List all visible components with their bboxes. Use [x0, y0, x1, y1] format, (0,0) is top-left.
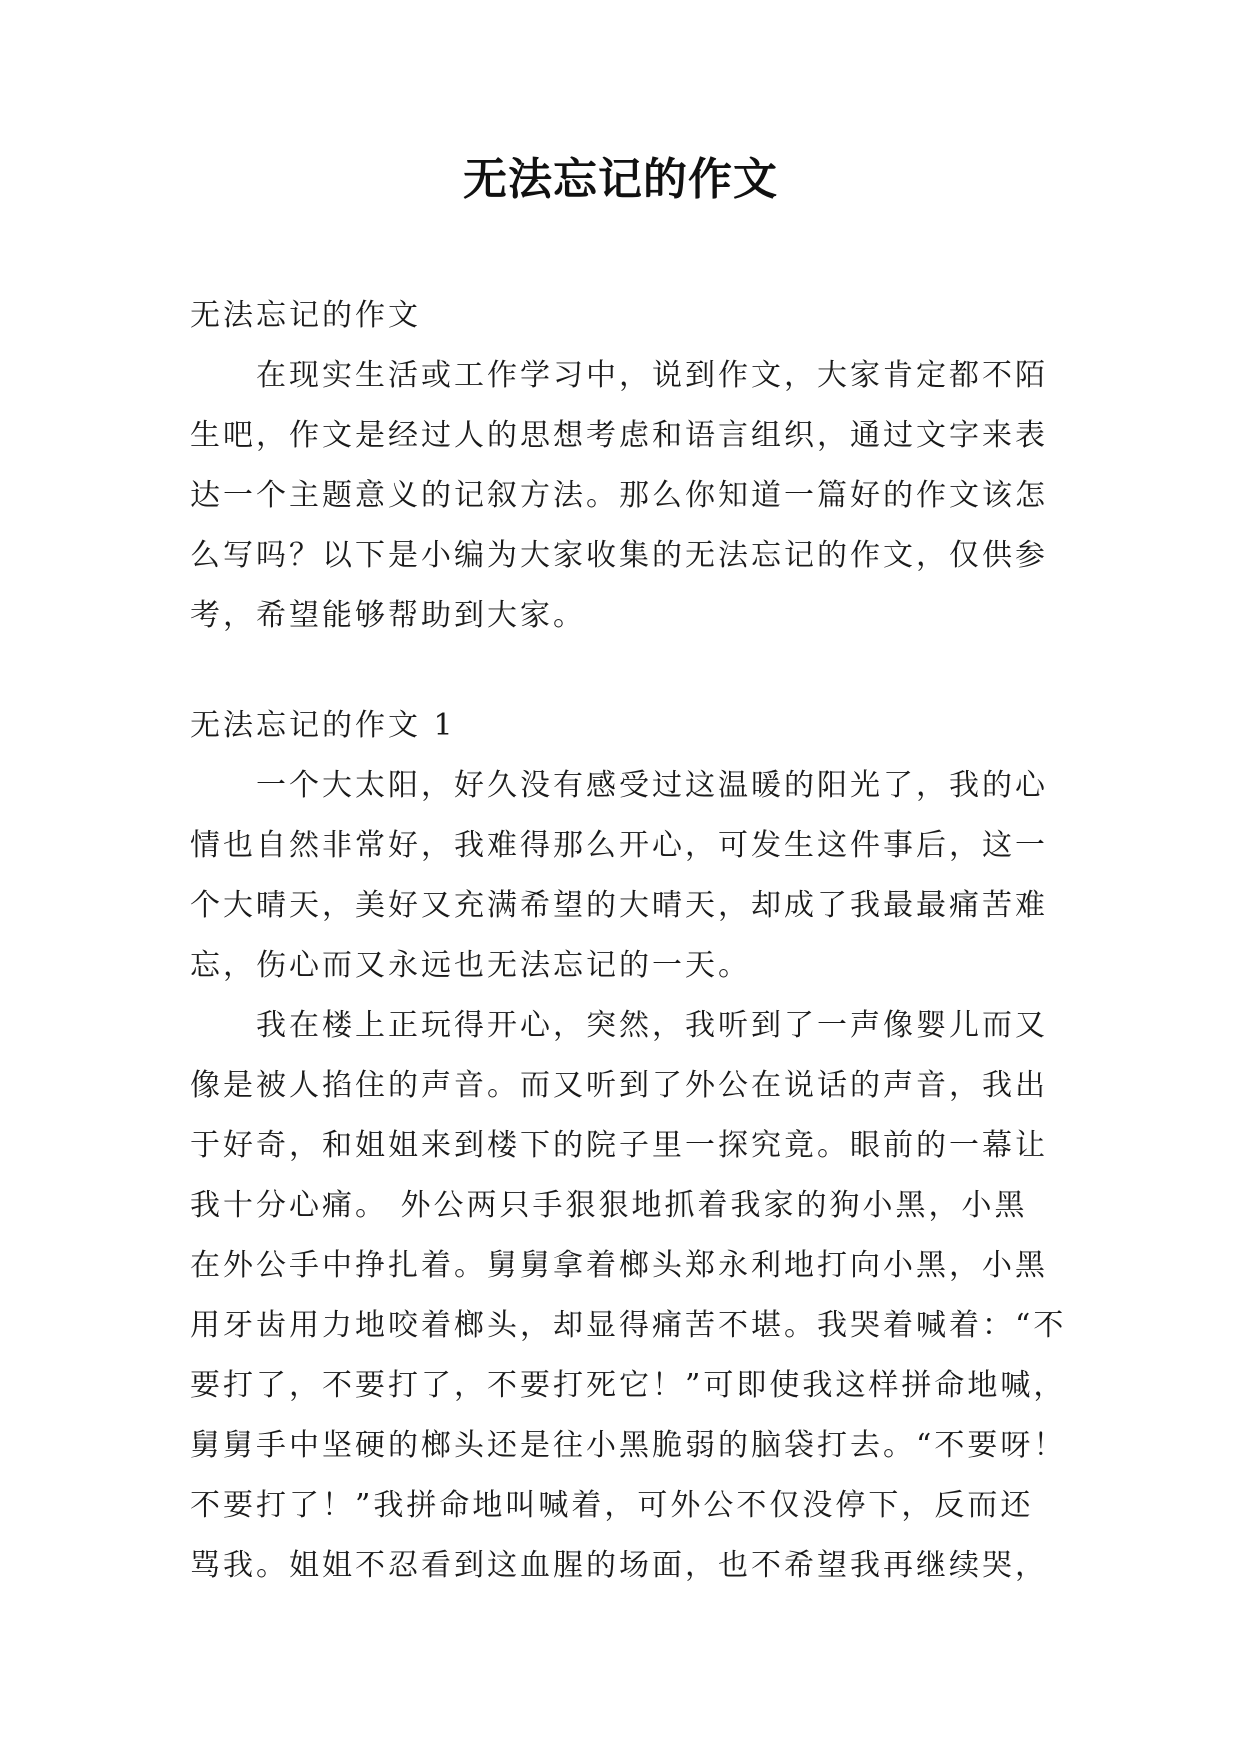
paragraph-line: 用牙齿用力地咬着榔头，却显得痛苦不堪。我哭着喊着：“不	[190, 1308, 1067, 1343]
paragraph-line: 骂我。姐姐不忍看到这血腥的场面，也不希望我再继续哭，	[190, 1548, 1048, 1583]
document-title: 无法忘记的作文	[463, 154, 778, 205]
paragraph-line: 个大晴天，美好又充满希望的大晴天，却成了我最最痛苦难	[190, 888, 1048, 923]
section-gap	[190, 646, 1070, 696]
document-body	[190, 286, 1070, 1596]
paragraph-line: 一个大太阳，好久没有感受过这温暖的阳光了，我的心	[256, 768, 1048, 803]
section-heading-intro: 无法忘记的作文	[190, 298, 421, 333]
essay1-paragraph-2	[190, 996, 1070, 1596]
paragraph-line: 要打了，不要打了，不要打死它！”可即使我这样拼命地喊，	[190, 1368, 1067, 1403]
essay1-paragraph-1	[190, 756, 1070, 996]
paragraph-line: 考，希望能够帮助到大家。	[190, 598, 586, 633]
paragraph-line: 生吧，作文是经过人的思想考虑和语言组织，通过文字来表	[190, 418, 1048, 453]
paragraph-line: 于好奇，和姐姐来到楼下的院子里一探究竟。眼前的一幕让	[190, 1128, 1048, 1163]
paragraph-line: 么写吗？以下是小编为大家收集的无法忘记的作文，仅供参	[190, 538, 1048, 573]
section-heading-essay-1: 无法忘记的作文 1	[190, 708, 456, 743]
paragraph-line: 在外公手中挣扎着。舅舅拿着榔头郑永利地打向小黑，小黑	[190, 1248, 1048, 1283]
paragraph-line: 在现实生活或工作学习中，说到作文，大家肯定都不陌	[256, 358, 1048, 393]
paragraph-line: 不要打了！”我拼命地叫喊着，可外公不仅没停下，反而还	[190, 1488, 1034, 1523]
paragraph-line: 我十分心痛。 外公两只手狠狠地抓着我家的狗小黑，小黑	[190, 1188, 1028, 1223]
intro-paragraph	[190, 346, 1070, 646]
paragraph-line: 忘，伤心而又永远也无法忘记的一天。	[190, 948, 751, 983]
paragraph-line: 情也自然非常好，我难得那么开心，可发生这件事后，这一	[190, 828, 1048, 863]
paragraph-line: 达一个主题意义的记叙方法。那么你知道一篇好的作文该怎	[190, 478, 1048, 513]
paragraph-line: 我在楼上正玩得开心，突然，我听到了一声像婴儿而又	[256, 1008, 1048, 1043]
paragraph-line: 舅舅手中坚硬的榔头还是往小黑脆弱的脑袋打去。“不要呀！	[190, 1428, 1067, 1463]
paragraph-line: 像是被人掐住的声音。而又听到了外公在说话的声音，我出	[190, 1068, 1048, 1103]
